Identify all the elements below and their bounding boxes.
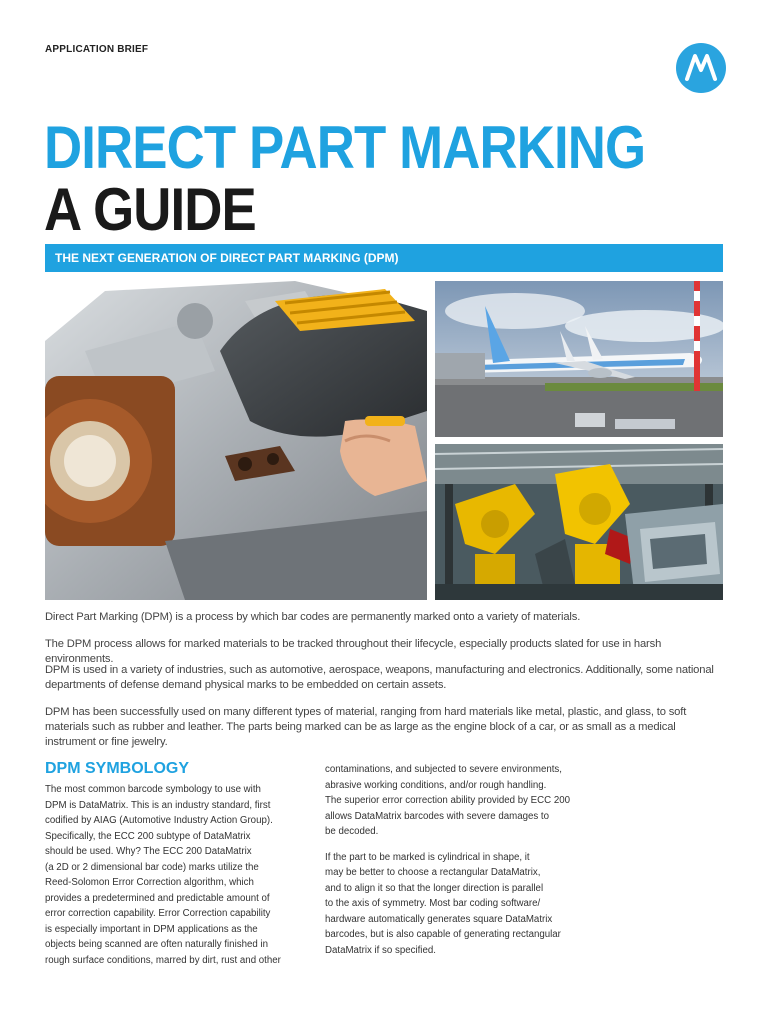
body-line: The superior error correction ability provided by ECC 200: [325, 795, 570, 806]
document-type-label: APPLICATION BRIEF: [45, 44, 149, 55]
body-line: If the part to be marked is cylindrical in shape, it: [325, 851, 530, 863]
motorola-logo-icon: [676, 43, 726, 93]
body-line: Specifically, the ECC 200 subtype of DataMatrix: [45, 830, 251, 842]
subtitle-banner-text: THE NEXT GENERATION OF DIRECT PART MARKING (DPM): [55, 251, 399, 265]
title-line-2: A GUIDE: [44, 176, 256, 243]
intro-paragraph-2: The DPM process allows for marked materials to be tracked throughout their lifecycle, especially products slated for use in harsh environments.: [45, 638, 662, 665]
symbology-heading: DPM SYMBOLOGY: [45, 760, 190, 777]
body-line: abrasive working conditions, and/or rough handling.: [325, 779, 547, 791]
body-line: objects being scanned are often naturally finished in: [45, 939, 268, 950]
body-line: be decoded.: [325, 826, 379, 837]
body-line: provides a predetermined and predictable amount of: [45, 892, 270, 904]
body-line: to the axis of symmetry. Most bar coding software/: [325, 898, 541, 909]
robotic-assembly-photo-icon: [435, 444, 723, 600]
intro-paragraph-1: Direct Part Marking (DPM) is a process by which bar codes are permanently marked onto a variety of materials.: [45, 611, 581, 623]
airplane-photo-icon: [435, 281, 723, 437]
body-line: contaminations, and subjected to severe environments,: [325, 764, 562, 775]
body-line: hardware automatically generates square DataMatrix: [325, 913, 553, 925]
body-line: (a 2D or 2 dimensional bar code) marks utilize the: [45, 861, 259, 873]
body-line: is especially important in DPM applications as the: [45, 923, 258, 935]
symbology-left-column: [45, 782, 307, 968]
intro-paragraph-3: DPM is used in a variety of industries, such as automotive, aerospace, weapons, manufacturing and electronics. Additionally, some national departments of defense demand physical marks to be embedded on certain assets.: [45, 664, 714, 691]
symbology-right-column: [325, 762, 595, 958]
subtitle-banner: [45, 244, 723, 272]
body-line: The most common barcode symbology to use with: [45, 784, 261, 795]
body-line: may be better to choose a rectangular DataMatrix,: [325, 867, 541, 878]
body-line: codified by AIAG (Automotive Industry Action Group).: [45, 815, 273, 826]
body-line: Reed-Solomon Error Correction algorithm, which: [45, 877, 254, 888]
handheld-scanner-photo-icon: [45, 281, 427, 600]
body-line: rough surface conditions, marred by dirt, rust and other: [45, 954, 281, 966]
body-line: barcodes, but is also capable of generating rectangular: [325, 929, 561, 940]
body-line: and to align it so that the longer direction is parallel: [325, 882, 544, 894]
body-line: should be used. Why? The ECC 200 DataMatrix: [45, 846, 252, 857]
intro-paragraph-4: DPM has been successfully used on many different types of material, ranging from hard materials like metal, plastic, and glass, to soft materials such as rubber and leather. The parts being marked can be as large as the engine block of a car, or as small as a medical instrument or fine jewelry.: [45, 706, 687, 748]
body-line: error correction capability. Error Correction capability: [45, 908, 271, 919]
body-line: allows DataMatrix barcodes with severe damages to: [325, 810, 549, 822]
body-line: DataMatrix if so specified.: [325, 944, 436, 956]
title-line-1: DIRECT PART MARKING: [44, 114, 646, 181]
body-line: DPM is DataMatrix. This is an industry standard, first: [45, 799, 271, 811]
paragraph-gap: [325, 840, 595, 850]
